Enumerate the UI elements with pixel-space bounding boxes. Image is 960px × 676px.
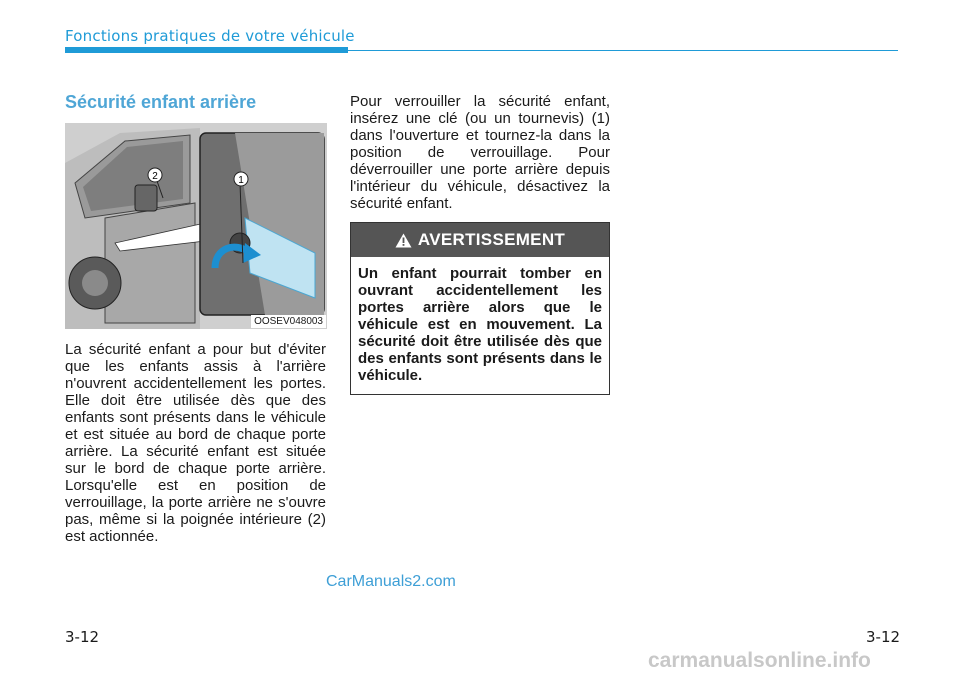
page-number-left: 3-12 xyxy=(65,628,100,646)
header-rule-thick xyxy=(65,47,348,53)
page-number-right: 3-12 xyxy=(866,628,901,646)
chapter-title: Fonctions pratiques de votre véhicule xyxy=(65,27,355,45)
warning-text: Un enfant pourrait tomber en ouvrant accidentellement les portes arrière alors que le véhicule est en mouvement. La sécurité doit être utilisée dès que des enfants sont présents dans le véhicule. xyxy=(358,265,602,384)
figure-code: OOSEV048003 xyxy=(251,315,326,328)
child-lock-illustration xyxy=(65,123,327,329)
intro-paragraph: La sécurité enfant a pour but d'éviter que les enfants assis à l'arrière n'ouvrent accidentellement les portes. Elle doit être utilisée dès que des enfants sont présents dans le véhicule et est située au bord de chaque porte arrière. La sécurité enfant est située sur le bord de chaque porte arrière. Lorsqu'elle est en position de verrouillage, la porte arrière ne s'ouvre pas, même si la poignée intérieure (2) est actionnée. xyxy=(65,341,326,545)
footer-watermark: carmanualsonline.info xyxy=(648,649,871,672)
warning-header xyxy=(351,223,609,257)
lock-instructions-paragraph: Pour verrouiller la sécurité enfant, insérez une clé (ou un tournevis) (1) dans l'ouverture et tournez-la dans la position de verrouillage. Pour déverrouiller une porte arrière depuis l'intérieur du véhicule, désactivez la sécurité enfant. xyxy=(350,93,610,212)
callout-1-label: 1 xyxy=(238,175,244,186)
warning-title: AVERTISSEMENT xyxy=(417,230,566,249)
callout-2-label: 2 xyxy=(152,171,158,182)
section-title: Sécurité enfant arrière xyxy=(65,92,257,112)
car-door-drawing xyxy=(65,123,327,329)
header-rule-thin xyxy=(348,50,898,51)
warning-triangle-icon xyxy=(395,233,412,248)
site-watermark[interactable]: CarManuals2.com xyxy=(326,573,456,590)
warning-box xyxy=(350,222,610,395)
